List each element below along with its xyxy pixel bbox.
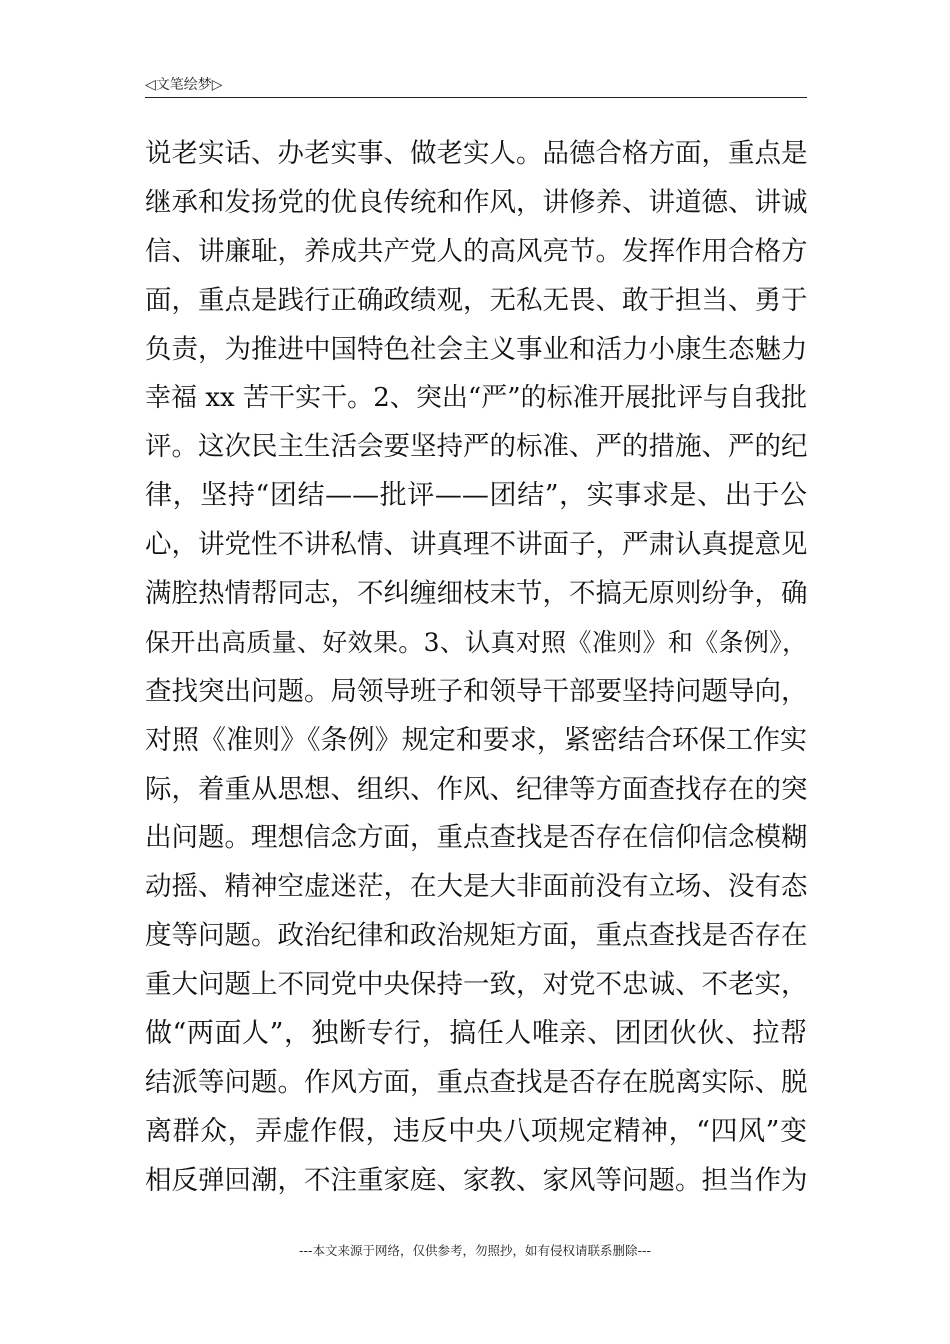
body-line: 满腔热情帮同志，不纠缠细枝末节，不搞无原则纷争，确 <box>145 578 808 610</box>
body-line: 继承和发扬党的优良传统和作风，讲修养、讲道德、讲诚 <box>145 186 808 218</box>
body-line: 幸福 xx 苦干实干。2、突出“严”的标准开展批评与自我批 <box>145 383 807 414</box>
body-line: 查找突出问题。局领导班子和领导干部要坚持问题导向， <box>145 675 808 707</box>
body-line: 负责，为推进中国特色社会主义事业和活力小康生态魅力 <box>145 333 808 365</box>
body-line: 心，讲党性不讲私情、讲真理不讲面子，严肃认真提意见 <box>145 529 808 561</box>
body-line: 保开出高质量、好效果。3、认真对照《准则》和《条例》， <box>145 627 807 657</box>
body-line: 信、讲廉耻，养成共产党人的高风亮节。发挥作用合格方 <box>145 235 808 267</box>
body-line: 说老实话、办老实事、做老实人。品德合格方面，重点是 <box>145 138 808 169</box>
body-line: 面，重点是践行正确政绩观，无私无畏、敢于担当、勇于 <box>145 284 808 316</box>
page-header <box>145 74 807 98</box>
body-line: 对照《准则》《条例》规定和要求，紧密结合环保工作实 <box>145 724 807 756</box>
body-line: 结派等问题。作风方面，重点查找是否存在脱离实际、脱 <box>145 1066 808 1098</box>
body-line: 离群众，弄虚作假，违反中央八项规定精神，“四风”变 <box>145 1115 807 1147</box>
body-line: 际，着重从思想、组织、作风、纪律等方面查找存在的突 <box>145 773 808 805</box>
body-line: 相反弹回潮，不注重家庭、家教、家风等问题。担当作为 <box>145 1164 808 1196</box>
body-line: 动摇、精神空虚迷茫，在大是大非面前没有立场、没有态 <box>145 871 808 903</box>
body-line: 重大问题上不同党中央保持一致，对党不忠诚、不老实， <box>145 969 808 1001</box>
body-line: 出问题。理想信念方面，重点查找是否存在信仰信念模糊 <box>145 822 808 854</box>
header-title: ◁文笔绘梦▷ <box>145 77 223 93</box>
body-line: 律，坚持“团结——批评——团结”，实事求是、出于公 <box>145 480 807 512</box>
body-line: 度等问题。政治纪律和政治规矩方面，重点查找是否存在 <box>145 920 808 952</box>
header-divider <box>145 97 807 98</box>
body-line: 做“两面人”，独断专行，搞任人唯亲、团团伙伙、拉帮 <box>145 1018 807 1050</box>
page-footer: ---本文来源于网络，仅供参考，勿照抄，如有侵权请联系删除--- <box>298 1243 652 1258</box>
body-line: 评。这次民主生活会要坚持严的标准、严的措施、严的纪 <box>145 431 808 463</box>
document-body <box>145 130 807 1206</box>
